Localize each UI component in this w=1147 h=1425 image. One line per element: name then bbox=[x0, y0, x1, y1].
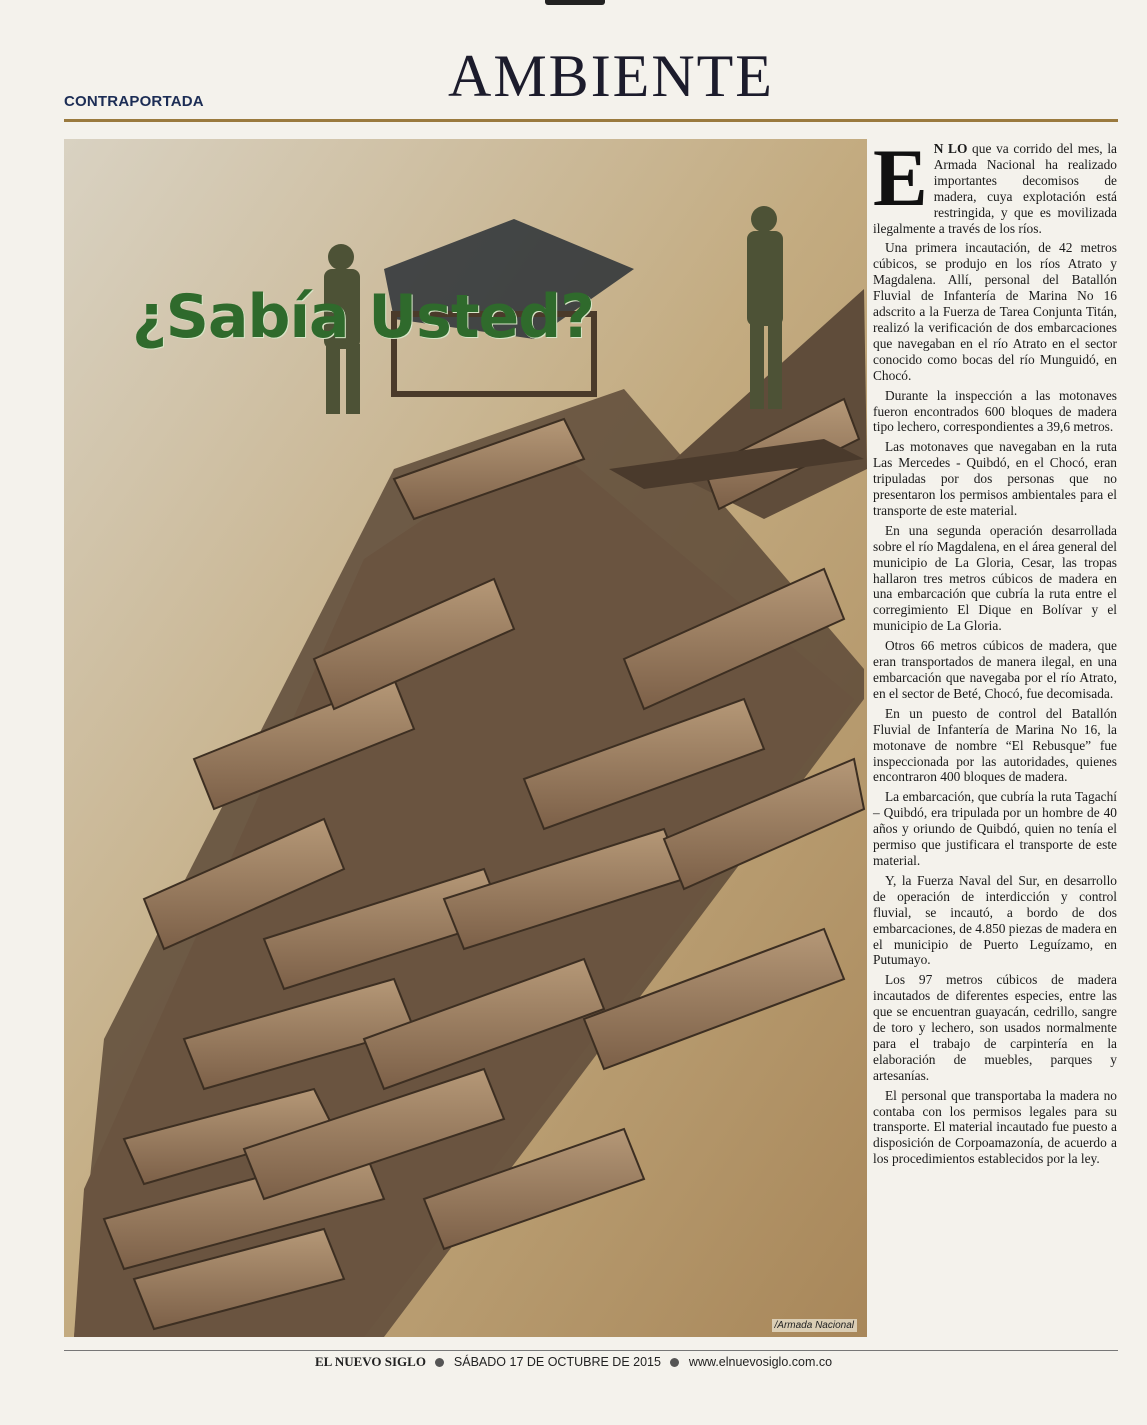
footer-rule bbox=[64, 1350, 1118, 1351]
bullet-icon bbox=[670, 1358, 679, 1367]
article-paragraph: En una segunda operación desarrollada sobre el río Magdalena, en el área general del municipio de La Gloria, Cesar, las tropas hallaron tres metros cúbicos de madera en una embarcación que cubría la ruta entre el corregimiento El Dique en Bolívar y el municipio de La Gloria. bbox=[873, 522, 1117, 634]
photo-headline: ¿Sabía Usted? bbox=[132, 282, 594, 352]
article-body bbox=[873, 132, 1117, 1341]
footer-url[interactable]: www.elnuevosiglo.com.co bbox=[688, 1355, 833, 1369]
top-edge-mark bbox=[545, 0, 605, 5]
article-paragraph-1 bbox=[873, 132, 1117, 236]
article-paragraph: Una primera incautación, de 42 metros cúbicos, se produjo en los ríos Atrato y Magdalena. Allí, personal del Batallón Fluvial de Infantería de Marina No 16 adscrito a la Fuerza de Tarea Conjunta Titán, realizó la verificación de dos embarcaciones que navegaban en el río Atrato en el sector conocido como bocas del río Munguidó, en Chocó. bbox=[873, 240, 1117, 383]
footer-brand: EL NUEVO SIGLO bbox=[314, 1354, 426, 1369]
article-paragraph: Otros 66 metros cúbicos de madera, que eran transportados de manera ilegal, en una embarcación que navegaba por el río Atrato, en el sector de Beté, Chocó, fue decomisada. bbox=[873, 638, 1117, 701]
paragraph-text: que va corrido del mes, la Armada Nacional ha realizado importantes decomisos de madera, cuya explotación está restringida, y que es movilizada ilegalmente a través de los ríos. bbox=[873, 141, 1117, 236]
article-paragraph: Durante la inspección a las motonaves fueron encontrados 600 bloques de madera tipo lechero, correspondientes a 39,6 metros. bbox=[873, 387, 1117, 435]
lead-in: N LO bbox=[933, 141, 968, 156]
section-kicker: CONTRAPORTADA bbox=[64, 93, 204, 110]
drop-cap: E bbox=[873, 132, 928, 223]
article-paragraph: Los 97 metros cúbicos de madera incautados de diferentes especies, entre las que se encuentran guayacán, cedrillo, sangre de toro y lechero, son usados normalmente para el trabajo de carpintería en la elaboración de muebles, parques y artesanías. bbox=[873, 972, 1117, 1083]
article-paragraph: En un puesto de control del Batallón Fluvial de Infantería de Marina No 16, la motonave de nombre “El Rebusque” fue inspeccionada por las autoridades, quienes encontraron 400 bloques de madera. bbox=[873, 705, 1117, 785]
article-paragraph: La embarcación, que cubría la ruta Tagachí – Quibdó, era tripulada por un hombre de 40 años y oriundo de Quibdó, quien no tenía el permiso que justificara el transporte de este material. bbox=[873, 789, 1117, 868]
footer-date: SÁBADO 17 DE OCTUBRE DE 2015 bbox=[453, 1355, 661, 1369]
lead-photo bbox=[64, 139, 867, 1337]
article-paragraph: El personal que transportaba la madera no contaba con los permisos legales para su transporte. El material incautado fue puesto a disposición de Corpoamazonía, de acuerdo a los procedimientos establecidos por la ley. bbox=[873, 1087, 1117, 1167]
photo-credit: /Armada Nacional bbox=[772, 1319, 857, 1332]
section-title: AMBIENTE bbox=[448, 43, 774, 109]
bullet-icon bbox=[435, 1358, 444, 1367]
article-paragraph: Y, la Fuerza Naval del Sur, en desarrollo de operación de interdicción y control fluvial, se incautó, a bordo de dos embarcaciones, de 4.850 piezas de madera en el municipio de Puerto Leguízamo, en Putumayo. bbox=[873, 872, 1117, 968]
page-footer bbox=[0, 1354, 1147, 1370]
header-rule bbox=[64, 119, 1118, 122]
article-paragraph: Las motonaves que navegaban en la ruta Las Mercedes - Quibdó, en el Chocó, eran tripuladas por dos personas que no presentaron los permisos ambientales para el transporte de este material. bbox=[873, 439, 1117, 518]
